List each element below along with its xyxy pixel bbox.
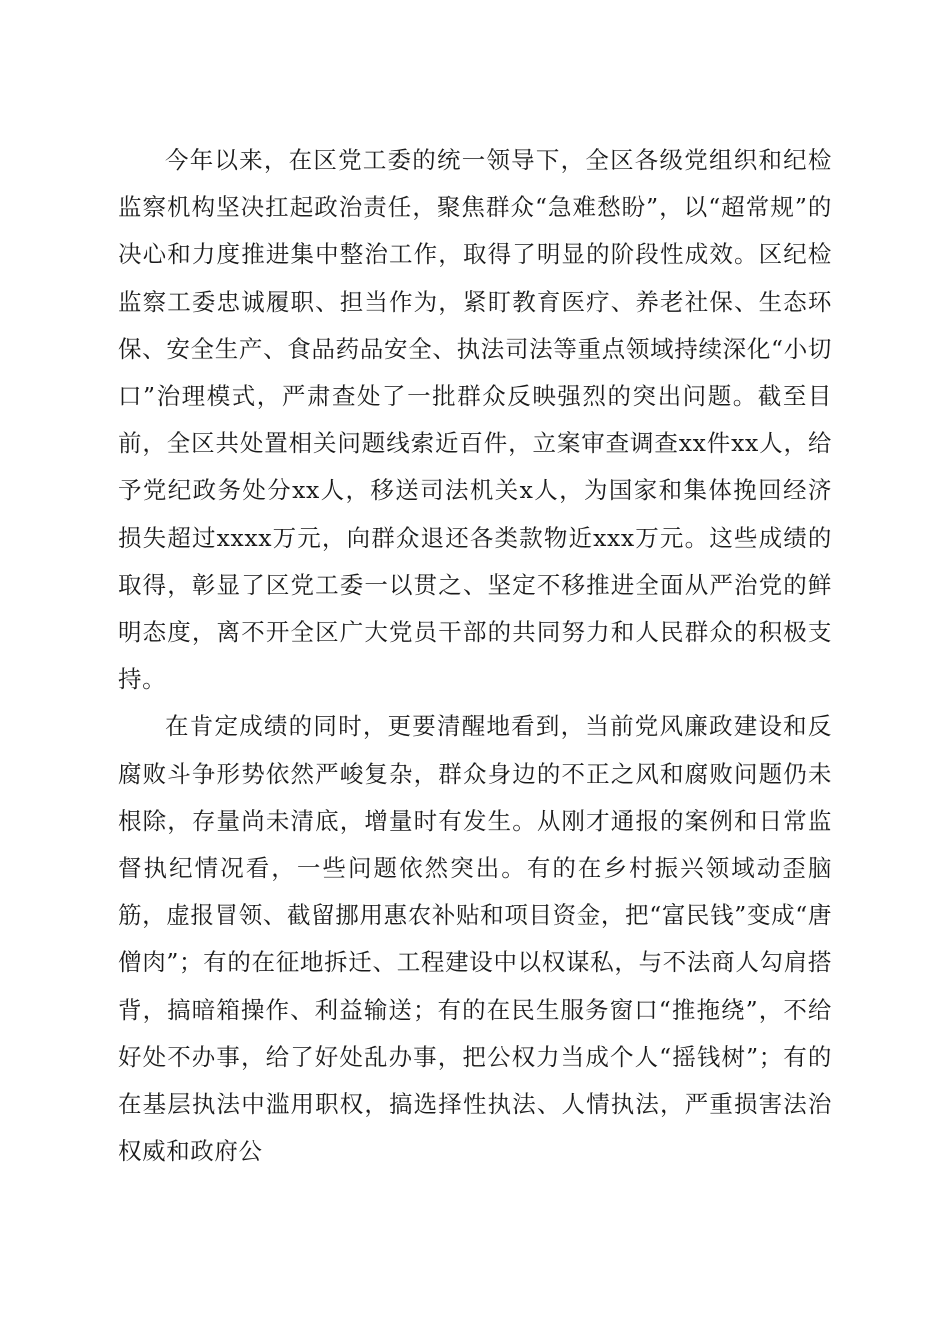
paragraph-problems: 在肯定成绩的同时，更要清醒地看到，当前党风廉政建设和反腐败斗争形势依然严峻复杂，群众身边的不正之风和腐败问题仍未根除，存量尚未清底，增量时有发生。从刚才通报的案例和日常监督执纪情况看，一些问题依然突出。有的在乡村振兴领域动歪脑筋，虚报冒领、截留挪用惠农补贴和项目资金，把“富民钱”变成“唐僧肉”；有的在征地拆迁、工程建设中以权谋私，与不法商人勾肩搭背，搞暗箱操作、利益输送；有的在民生服务窗口“推拖绕”，不给好处不办事，给了好处乱办事，把公权力当成个人“摇钱树”；有的在基层执法中滥用职权，搞选择性执法、人情执法，严重损害法治权威和政府公 (118, 712, 832, 1166)
paragraph-achievements: 今年以来，在区党工委的统一领导下，全区各级党组织和纪检监察机构坚决扛起政治责任，聚焦群众“急难愁盼”，以“超常规”的决心和力度推进集中整治工作，取得了明显的阶段性成效。区纪检监察工委忠诚履职、担当作为，紧盯教育医疗、养老社保、生态环保、安全生产、食品药品安全、执法司法等重点领域持续深化“小切口”治理模式，严肃查处了一批群众反映强烈的突出问题。截至目前，全区共处置相关问题线索近百件，立案审查调查xx件xx人，给予党纪政务处分xx人，移送司法机关x人，为国家和集体挽回经济损失超过xxxx万元，向群众退还各类款物近xxx万元。这些成绩的取得，彰显了区党工委一以贯之、坚定不移推进全面从严治党的鲜明态度，离不开全区广大党员干部的共同努力和人民群众的积极支持。 (118, 146, 832, 694)
document-body (118, 137, 832, 1175)
